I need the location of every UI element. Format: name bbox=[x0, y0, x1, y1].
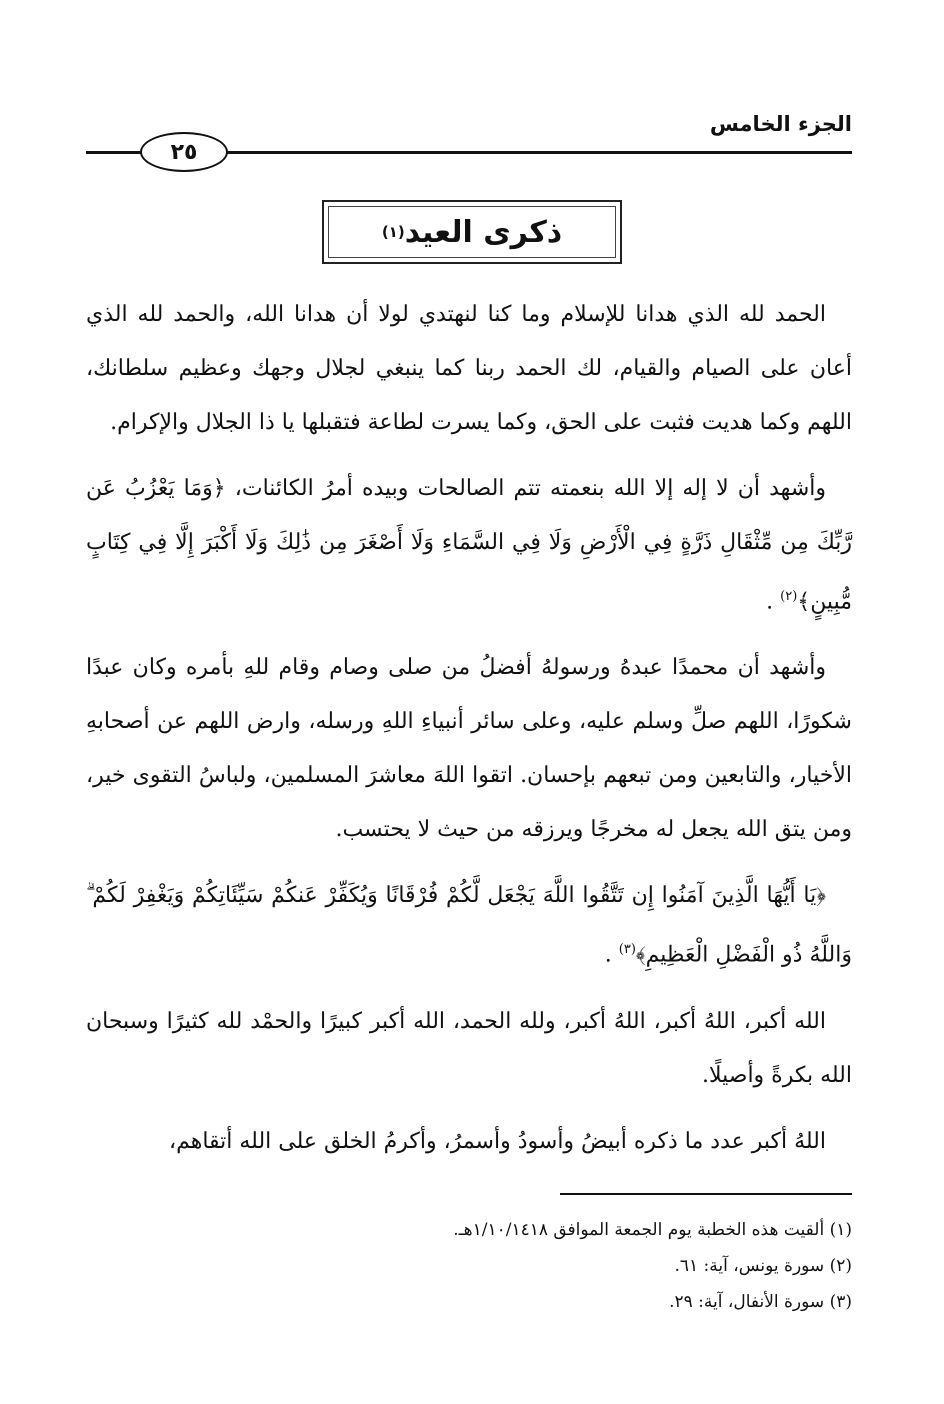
footnote-rule bbox=[560, 1193, 852, 1195]
paragraph-1 bbox=[86, 288, 852, 450]
paragraph-5 bbox=[86, 995, 852, 1103]
paragraph-2-end: . bbox=[766, 589, 774, 615]
paragraph-5-text: الله أكبر، اللهُ أكبر، اللهُ أكبر، ولله الحمد، الله أكبر كبيرًا والحمْد لله كثيرًا وسبحان الله بكرةً وأصيلًا. bbox=[86, 1008, 852, 1088]
paragraph-4-text: ﴿يَا أَيُّهَا الَّذِينَ آمَنُوا إِن تَتَّقُوا اللَّهَ يَجْعَل لَّكُمْ فُرْقَانًا وَيُكَفِّرْ عَنكُمْ سَيِّئَاتِكُمْ وَيَغْفِرْ لَكُمْ ۗ وَاللَّهُ ذُو الْفَضْلِ الْعَظِيمِ﴾ bbox=[86, 883, 852, 968]
paragraph-1-text: الحمد لله الذي هدانا للإسلام وما كنا لنهتدي لولا أن هدانا الله، والحمد لله الذي أعان على الصيام والقيام، لك الحمد ربنا كما ينبغي لجلال وجهك وعظيم سلطانك، اللهم وكما هديت فثبت على الحق، وكما يسرت لطاعة فتقبلها يا ذا الجلال والإكرام. bbox=[86, 302, 852, 435]
section-title-text: ذكرى العيد bbox=[404, 214, 563, 250]
footnote-3: (٣) سورة الأنفال، آية: ٢٩. bbox=[669, 1292, 852, 1312]
paragraph-3 bbox=[86, 641, 852, 857]
running-header-title: الجزء الخامس bbox=[709, 112, 852, 136]
paragraph-6-text: اللهُ أكبر عدد ما ذكره أبيضُ وأسودُ وأسمرُ، وأكرمُ الخلق على الله أتقاهم، bbox=[168, 1128, 826, 1154]
page-number: ٢٥ bbox=[170, 139, 198, 165]
paragraph-3-text: وأشهد أن محمدًا عبدهُ ورسولهُ أفضلُ من صلى وصام وقام للهِ بأمره وكان عبدًا شكورًا، اللهم صلِّ وسلم عليه، وعلى سائر أنبياءِ اللهِ ورسله، وارض اللهم عن أصحابهِ الأخيار، والتابعين ومن تبعهم بإحسان. اتقوا اللهَ معاشرَ المسلمين، ولباسُ التقوى خير، ومن يتق الله يجعل له مخرجًا ويرزقه من حيث لا يحتسب. bbox=[86, 655, 852, 843]
paragraph-4-end: . bbox=[604, 942, 612, 968]
footnote-2: (٢) سورة يونس، آية: ٦١. bbox=[674, 1256, 852, 1276]
paragraph-6 bbox=[86, 1115, 852, 1169]
footnote-1: (١) ألقيت هذه الخطبة يوم الجمعة الموافق ١/١٠/١٤١٨هـ. bbox=[453, 1220, 852, 1240]
note-ref-2: (٢) bbox=[780, 589, 798, 604]
paragraph-4-quran bbox=[86, 869, 852, 982]
section-title-note-ref: (١) bbox=[381, 223, 405, 241]
section-title-frame bbox=[322, 200, 622, 264]
paragraph-2 bbox=[86, 462, 852, 629]
paragraph-2-text: وأشهد أن لا إله إلا الله بنعمته تتم الصالحات وبيده أمرُ الكائنات، ﴿وَمَا يَعْزُبُ عَن رَّبِّكَ مِن مِّثْقَالِ ذَرَّةٍ فِي الْأَرْضِ وَلَا فِي السَّمَاءِ وَلَا أَصْغَرَ مِن ذَٰلِكَ وَلَا أَكْبَرَ إِلَّا فِي كِتَابٍ مُّبِينٍ﴾ bbox=[86, 476, 852, 615]
footnotes bbox=[86, 1212, 852, 1320]
section-title bbox=[324, 202, 620, 262]
page-number-badge bbox=[140, 132, 228, 172]
body-text bbox=[86, 288, 852, 1181]
note-ref-3: (٣) bbox=[618, 942, 636, 958]
